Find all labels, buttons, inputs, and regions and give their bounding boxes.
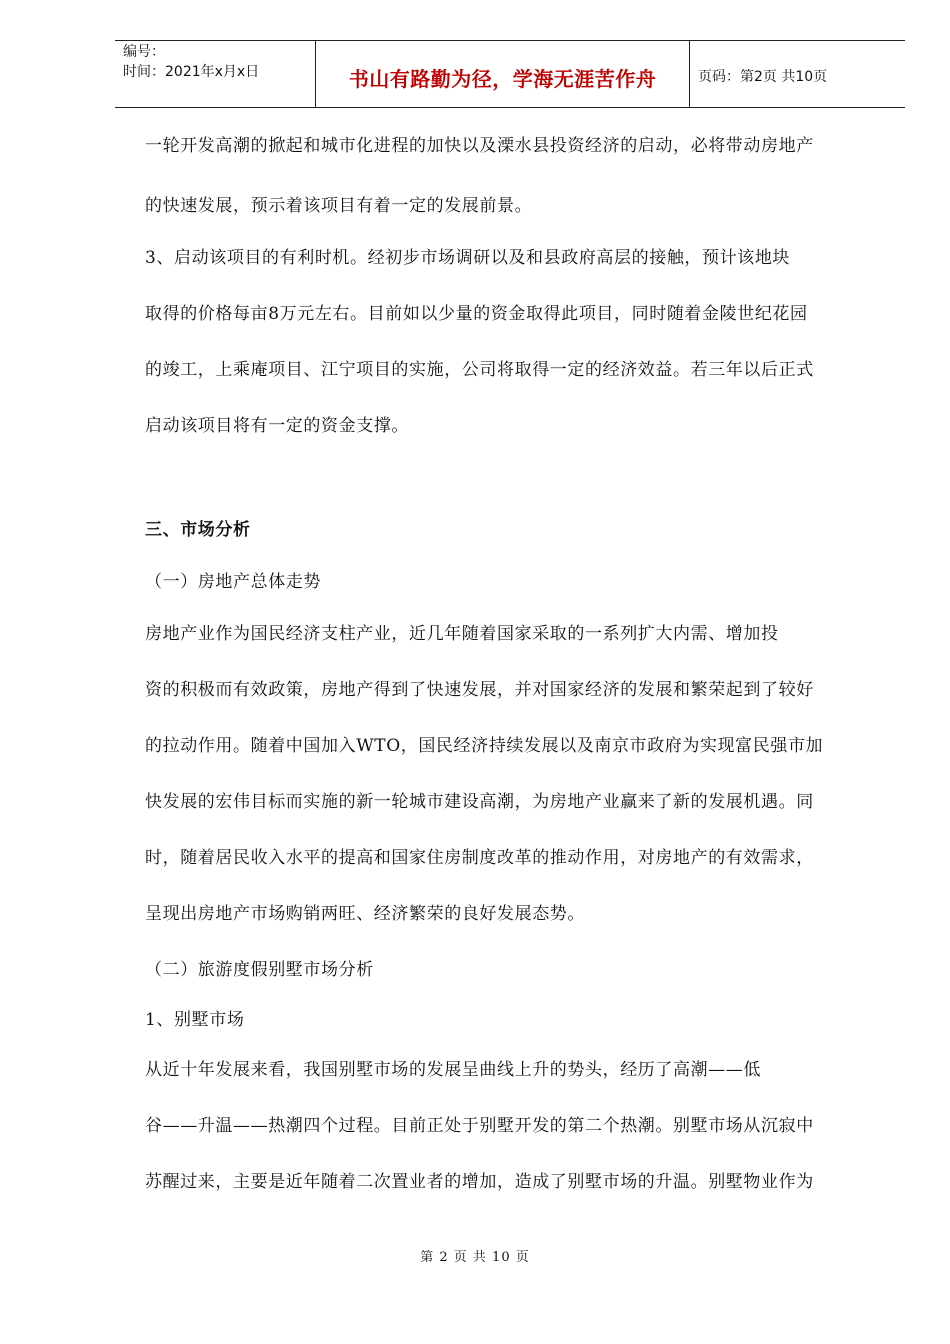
- body-line: 呈现出房地产市场购销两旺、经济繁荣的良好发展态势。: [145, 904, 585, 924]
- subsection-heading: 1、别墅市场: [145, 1010, 245, 1030]
- header-meta-cell: [115, 41, 316, 107]
- body-line: 快发展的宏伟目标而实施的新一轮城市建设高潮，为房地产业赢来了新的发展机遇。同: [145, 792, 814, 812]
- header-page-code: 页码：第2页 共10页: [698, 69, 828, 85]
- body-line: 取得的价格每亩8万元左右。目前如以少量的资金取得此项目，同时随着金陵世纪花园: [145, 304, 808, 324]
- body-line: 资的积极而有效政策，房地产得到了快速发展，并对国家经济的发展和繁荣起到了较好: [145, 680, 814, 700]
- page-header: [115, 40, 905, 108]
- header-slogan-cell: [316, 41, 690, 107]
- header-page-cell: [690, 41, 905, 107]
- body-line: 时，随着居民收入水平的提高和国家住房制度改革的推动作用，对房地产的有效需求，: [145, 848, 814, 868]
- page-footer: 第 2 页 共 10 页: [420, 1250, 530, 1265]
- body-line: 谷——升温——热潮四个过程。目前正处于别墅开发的第二个热潮。别墅市场从沉寂中: [145, 1116, 814, 1136]
- doc-time-label: 时间：2021年x月x日: [123, 64, 260, 80]
- header-slogan: 书山有路勤为径，学海无涯苦作舟: [348, 67, 657, 91]
- body-line: 的拉动作用。随着中国加入WTO，国民经济持续发展以及南京市政府为实现富民强市加: [145, 736, 824, 756]
- body-line: 3、启动该项目的有利时机。经初步市场调研以及和县政府高层的接触，预计该地块: [145, 248, 791, 268]
- body-line: 房地产业作为国民经济支柱产业，近几年随着国家采取的一系列扩大内需、增加投: [145, 624, 779, 644]
- body-line: 从近十年发展来看，我国别墅市场的发展呈曲线上升的势头，经历了高潮——低: [145, 1060, 761, 1080]
- subsection-heading: （二）旅游度假别墅市场分析: [145, 960, 374, 980]
- body-line: 的竣工，上乘庵项目、江宁项目的实施，公司将取得一定的经济效益。若三年以后正式: [145, 360, 814, 380]
- body-line: 苏醒过来，主要是近年随着二次置业者的增加，造成了别墅市场的升温。别墅物业作为: [145, 1172, 814, 1192]
- subsection-heading: （一）房地产总体走势: [145, 572, 321, 592]
- body-line: 启动该项目将有一定的资金支撑。: [145, 416, 409, 436]
- body-line: 一轮开发高潮的掀起和城市化进程的加快以及溧水县投资经济的启动，必将带动房地产: [145, 136, 814, 156]
- doc-number-label: 编号：: [123, 44, 165, 60]
- body-line: 的快速发展，预示着该项目有着一定的发展前景。: [145, 196, 533, 216]
- section-heading: 三、市场分析: [145, 520, 251, 540]
